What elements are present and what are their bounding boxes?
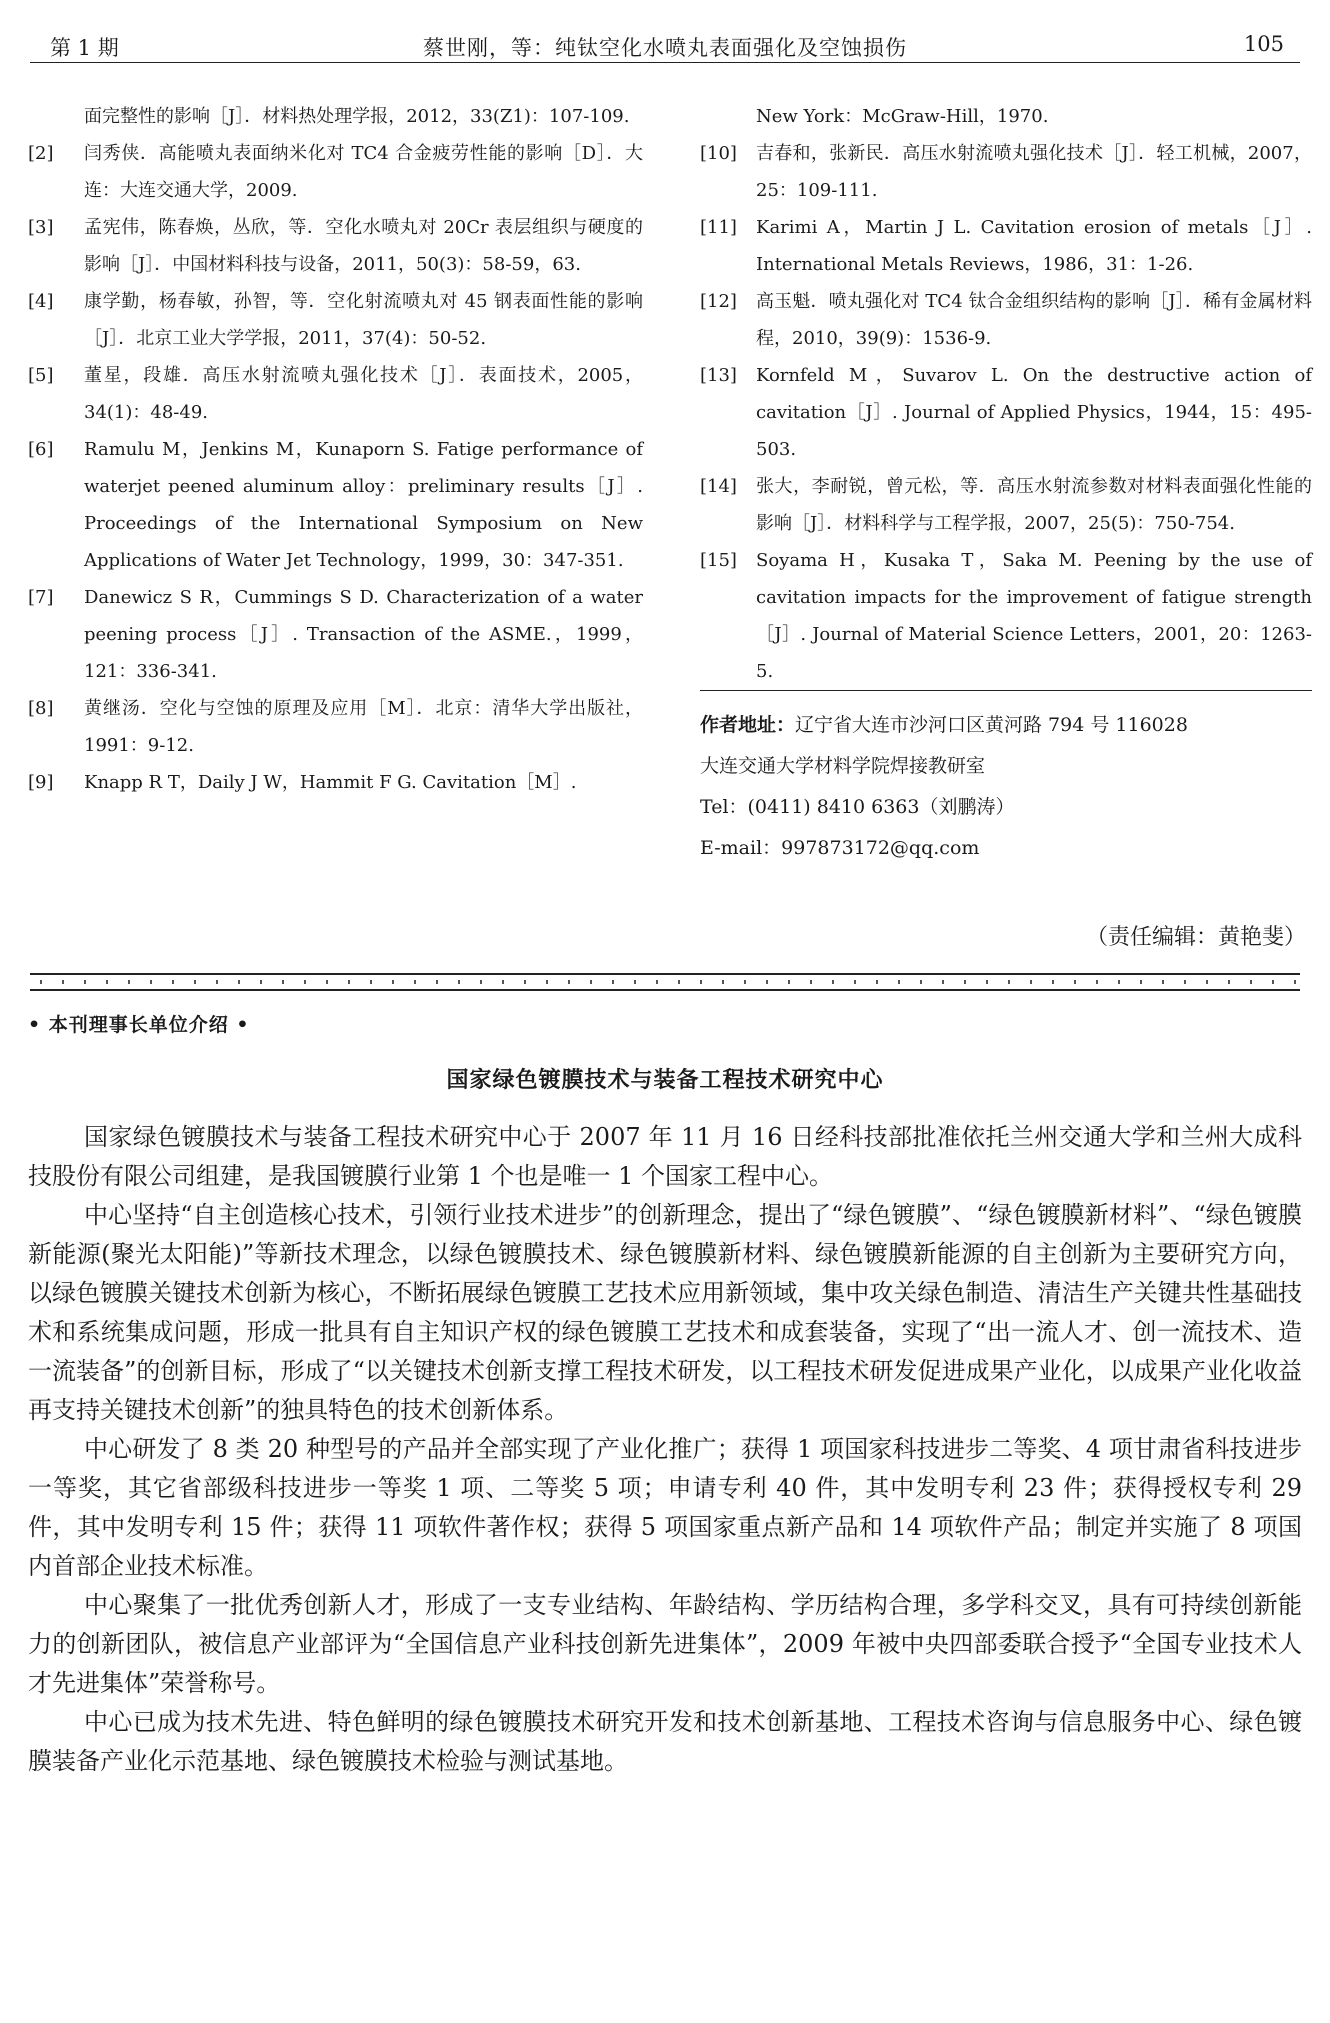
reference-item: [5] 董星，段雄．高压水射流喷丸强化技术［J］．表面技术，2005，34(1)：48-49. (28, 365, 643, 423)
author-tel: Tel：(0411) 8410 6363（刘鹏涛） (700, 796, 1015, 818)
decorative-divider (30, 973, 1300, 991)
reference-item: [12] 高玉魁．喷丸强化对 TC4 钛合金组织结构的影响［J］．稀有金属材料程，2010，39(9)：1536-9. (700, 291, 1312, 349)
author-institute: 大连交通大学材料学院焊接教研室 (700, 755, 986, 777)
reference-item: 面完整性的影响［J］．材料热处理学报，2012，33(Z1)：107-109. (84, 106, 630, 127)
author-email: E-mail：997873172@qq.com (700, 837, 980, 859)
article-title: 国家绿色镀膜技术与装备工程技术研究中心 (446, 1068, 884, 1093)
reference-item: New York：McGraw-Hill，1970. (756, 106, 1049, 127)
reference-item: [13] Kornfeld M，Suvarov L. On the destructive action of cavitation［J］. Journal of Applied Physics，1944，15：495-503. (700, 365, 1312, 460)
article-paragraph: 中心坚持“自主创造核心技术，引领行业技术进步”的创新理念，提出了“绿色镀膜”、“绿色镀膜新材料”、“绿色镀膜新能源(聚光太阳能)”等新技术理念，以绿色镀膜技术、绿色镀膜新材料、绿色镀膜新能源的自主创新为主要研究方向，以绿色镀膜关键技术创新为核心，不断拓展绿色镀膜工艺技术应用新领域，集中攻关绿色制造、清洁生产关键共性基础技术和系统集成问题，形成一批具有自主知识产权的绿色镀膜工艺技术和成套装备，实现了“出一流人才、创一流技术、造一流装备”的创新目标，形成了“以关键技术创新支撑工程技术研发，以工程技术研发促进成果产业化，以成果产业化收益再支持关键技术创新”的独具特色的技术创新体系。 (28, 1201, 1302, 1424)
responsible-editor: （责任编辑：黄艳斐） (1085, 925, 1306, 950)
author-address-line (700, 705, 1312, 746)
references-left-column (28, 98, 643, 801)
author-address-block (700, 690, 1312, 869)
running-title: 蔡世刚，等：纯钛空化水喷丸表面强化及空蚀损伤 (423, 36, 907, 60)
article-paragraph: 国家绿色镀膜技术与装备工程技术研究中心于 2007 年 11 月 16 日经科技部批准依托兰州交通大学和兰州大成科技股份有限公司组建，是我国镀膜行业第 1 个也是唯一 1 个国家工程中心。 (28, 1123, 1302, 1190)
reference-item: [14] 张大，李耐锐，曾元松，等．高压水射流参数对材料表面强化性能的影响［J］．材料科学与工程学报，2007，25(5)：750-754. (700, 476, 1312, 534)
section-label: • 本刊理事长单位介绍 • (28, 1014, 250, 1036)
article-paragraph: 中心研发了 8 类 20 种型号的产品并全部实现了产业化推广；获得 1 项国家科技进步二等奖、4 项甘肃省科技进步一等奖，其它省部级科技进步一等奖 1 项、二等奖 5 项；申请专利 40 件，其中发明专利 23 件；获得授权专利 29 件，其中发明专利 15 件；获得 11 项软件著作权；获得 5 项国家重点新产品和 14 项软件产品；制定并实施了 8 项国内首部企业技术标准。 (28, 1435, 1302, 1580)
issue-number: 第 1 期 (50, 36, 119, 60)
author-address: 辽宁省大连市沙河口区黄河路 794 号 116028 (795, 714, 1188, 736)
reference-item: [2] 闫秀侠．高能喷丸表面纳米化对 TC4 合金疲劳性能的影响［D］．大连：大连交通大学，2009. (28, 143, 643, 201)
reference-item: [6] Ramulu M，Jenkins M，Kunaporn S. Fatige performance of waterjet peened aluminum alloy：preliminary results［J］. Proceedings of the International Symposium on New Applications of Water Jet Technology，1999，30：347-351. (28, 439, 643, 571)
page-number: 105 (1243, 32, 1284, 56)
reference-item: [9] Knapp R T，Daily J W，Hammit F G. Cavitation［M］. (28, 772, 577, 793)
reference-item: [8] 黄继汤．空化与空蚀的原理及应用［M］．北京：清华大学出版社，1991：9-12. (28, 698, 643, 756)
running-header (30, 28, 1300, 63)
reference-item: [10] 吉春和，张新民．高压水射流喷丸强化技术［J］．轻工机械，2007，25：109-111. (700, 143, 1312, 201)
article-paragraph: 中心聚集了一批优秀创新人才，形成了一支专业结构、年龄结构、学历结构合理，多学科交叉，具有可持续创新能力的创新团队，被信息产业部评为“全国信息产业科技创新先进集体”，2009 年被中央四部委联合授予“全国专业技术人才先进集体”荣誉称号。 (28, 1591, 1302, 1697)
reference-item: [4] 康学勤，杨春敏，孙智，等．空化射流喷丸对 45 钢表面性能的影响［J］．北京工业大学学报，2011，37(4)：50-52. (28, 291, 643, 349)
article-body (28, 1118, 1302, 1781)
reference-item: [3] 孟宪伟，陈春焕，丛欣，等．空化水喷丸对 20Cr 表层组织与硬度的影响［J］．中国材料科技与设备，2011，50(3)：58-59，63. (28, 217, 643, 275)
references-right-column (700, 98, 1312, 690)
reference-item: [7] Danewicz S R，Cummings S D. Characterization of a water peening process［J］. Transaction of the ASME.，1999，121：336-341. (28, 587, 643, 682)
reference-item: [11] Karimi A，Martin J L. Cavitation erosion of metals［J］. International Metals Reviews，1986，31：1-26. (700, 217, 1312, 275)
reference-item: [15] Soyama H，Kusaka T，Saka M. Peening by the use of cavitation impacts for the improvement of fatigue strength［J］. Journal of Material Science Letters，2001，20：1263-5. (700, 550, 1312, 682)
author-address-label: 作者地址： (700, 714, 796, 736)
article-paragraph: 中心已成为技术先进、特色鲜明的绿色镀膜技术研究开发和技术创新基地、工程技术咨询与信息服务中心、绿色镀膜装备产业化示范基地、绿色镀膜技术检验与测试基地。 (28, 1708, 1302, 1775)
